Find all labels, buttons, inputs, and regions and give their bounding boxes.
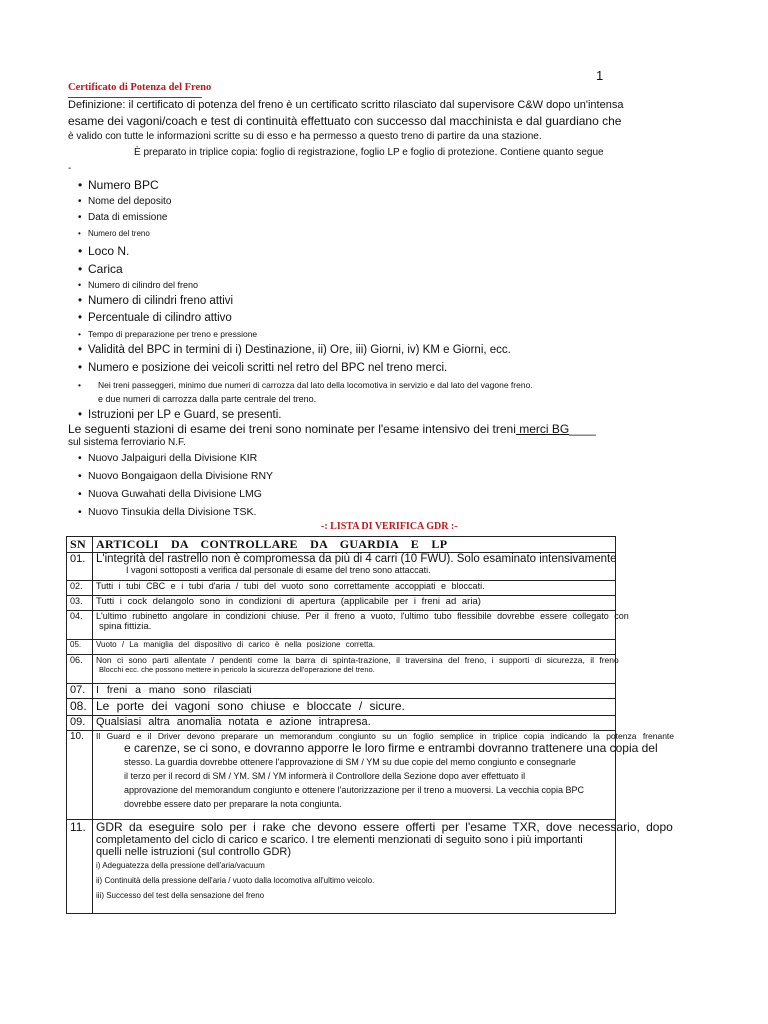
title-underline (68, 97, 202, 98)
bullet-icon: • (78, 344, 83, 357)
table-row (67, 655, 616, 684)
definition-line-1: Definizione: il certificato di potenza del freno è un certificato scritto rilasciato dal supervisore C&W dopo un'intensa (68, 99, 624, 111)
list-item: • Numero del treno (78, 229, 150, 238)
header-items: ARTICOLI DA CONTROLLARE DA GUARDIA E LP (93, 537, 616, 553)
bullet-icon: • (78, 488, 82, 500)
bullet-icon: • (78, 294, 83, 307)
row-text: Tutti i tubi CBC e i tubi d'aria / tubi del vuoto sono correttamente accoppiati e bloccati. (93, 581, 616, 596)
bullet-icon: • (78, 178, 83, 192)
list-item: • Tempo di preparazione per treno e pressione (78, 329, 258, 340)
list-item: • Data di emissione (78, 212, 168, 223)
bullet-icon: • (78, 196, 82, 207)
table-row (67, 716, 616, 731)
table-row (67, 684, 616, 699)
list-item: • Percentuale di cilindro attivo (78, 311, 232, 324)
bullet-icon: • (78, 244, 83, 258)
list-item: • Numero di cilindri freno attivi (78, 294, 234, 307)
bullet-icon: • (78, 229, 81, 238)
bullet-icon: • (78, 409, 83, 422)
row-sn: 03. (67, 596, 93, 611)
definition-dash: - (68, 163, 72, 174)
document-title: Certificato di Potenza del Freno (68, 82, 212, 93)
list-item: • Numero di cilindro del freno (78, 280, 199, 290)
contents-list (78, 176, 533, 425)
row-text: Non ci sono parti allentate / pendenti come la barra di spinta-trazione, il traversina del freno, i supporti di sicurezza, il freno Blocchi ecc. che possono mettere in pericolo la sicurezza dell'operazione del treno. (93, 655, 616, 684)
bullet-icon: • (78, 311, 83, 324)
table-row (67, 596, 616, 611)
list-item: • Nuovo Jalpaiguri della Divisione KIR (78, 452, 258, 464)
bullet-icon: • (78, 470, 82, 482)
definition-line-4: È preparato in triplice copia: foglio di registrazione, foglio LP e foglio di protezione. Contiene quanto segue (134, 147, 604, 158)
row-sn: 02. (67, 581, 93, 596)
table-row (67, 611, 616, 640)
list-item: • Nuova Guwahati della Divisione LMG (78, 488, 262, 500)
table-header-row (67, 537, 616, 553)
list-item: • Numero e posizione dei veicoli scritti nel retro del BPC nel treno merci. (78, 362, 448, 375)
bullet-icon: • (78, 506, 82, 518)
row-text: Qualsiasi altra anomalia notata e azione intrapresa. (93, 716, 616, 731)
table-row (67, 731, 616, 820)
checklist-table (66, 536, 675, 914)
table-row (67, 640, 616, 655)
stations-intro: Le seguenti stazioni di esame dei treni sono nominate per l'esame intensivo dei treni merci BG____ (68, 422, 596, 436)
row-text: L'integrità del rastrello non è compromessa da più di 4 carri (10 FWU). Solo esaminato intensivamente I vagoni sottoposti a verifica dal personale di esame del treno sono attaccati. (93, 553, 616, 581)
table-row (67, 553, 616, 581)
bullet-icon: • (78, 280, 82, 290)
row-sn: 01. (67, 553, 93, 581)
table-row (67, 581, 616, 596)
row-text: L'ultimo rubinetto angolare in condizioni chiuse. Per il freno a vuoto, l'ultimo tubo flessibile dovrebbe essere collegato con spina fittizia. (93, 611, 616, 640)
bullet-icon: • (78, 262, 83, 276)
bullet-icon: • (78, 212, 82, 223)
bullet-icon: • (78, 362, 83, 375)
list-item: • Carica (78, 262, 123, 276)
table-row (67, 699, 616, 716)
page-number: 1 (596, 68, 604, 83)
row-sn: 05. (67, 640, 93, 655)
row-text: Vuoto / La maniglia del dispositivo di carico è nella posizione corretta. (93, 640, 616, 655)
list-item: • Numero BPC (78, 178, 159, 192)
list-item: • Nuovo Bongaigaon della Divisione RNY (78, 470, 274, 482)
bullet-icon: • (78, 329, 81, 340)
stations-intro-line-2: sul sistema ferroviario N.F. (68, 437, 186, 448)
list-item: e due numeri di carrozza dalla parte centrale del treno. (98, 394, 317, 404)
row-text: Il Guard e il Driver devono preparare un memorandum congiunto su un foglio semplice in triplice copia indicando la potenza frenante e carenze, se ci sono, e dovranno apporre le loro firme e entrambi dovranno trattenere una copia del stesso. La guardia dovrebbe ottenere l'approvazione di SM / YM su due copie del memo congiunto e consegnarle il terzo per il record di SM / YM. SM / YM informerà il Controllore della Sezione dopo aver effettuato il approvazione del memorandum congiunto e ottenere l'autorizzazione per il treno a muoversi. La vecchia copia BPC dovrebbe essere dato per preparare la nota congiunta. (93, 731, 616, 820)
row-sn: 11. (67, 820, 93, 914)
row-text: Le porte dei vagoni sono chiuse e bloccate / sicure. (93, 699, 616, 716)
list-item: • Nuovo Tinsukia della Divisione TSK. (78, 506, 257, 518)
row-text: Tutti i cock delangolo sono in condizioni di apertura (applicabile per i freni ad aria) (93, 596, 616, 611)
list-item: • Loco N. (78, 244, 130, 258)
definition-line-3: è valido con tutte le informazioni scritte su di esso e ha permesso a questo treno di partire da una stazione. (68, 131, 542, 142)
row-sn: 04. (67, 611, 93, 640)
row-text: GDR da eseguire solo per i rake che devono essere offerti per l'esame TXR, dove necessario, dopo completamento del ciclo di carico e scarico. I tre elementi menzionati di seguito sono i più importanti quelli nelle istruzioni (sul controllo GDR) i) Adeguatezza della pressione dell'aria/vacuum ii) Continuità della pressione dell'aria / vuoto dalla locomotiva all'ultimo veicolo. iii) Successo del test della sensazione del freno (93, 820, 616, 914)
table-row (67, 820, 616, 914)
row-sn: 10. (67, 731, 93, 820)
header-sn: SN (67, 537, 93, 553)
bullet-icon: • (78, 452, 82, 464)
list-item: • Nei treni passeggeri, minimo due numeri di carrozza dal lato della locomotiva in servizio e dal lato del vagone freno. (78, 379, 533, 390)
list-item: • Istruzioni per LP e Guard, se presenti. (78, 409, 282, 422)
row-sn: 06. (67, 655, 93, 684)
checklist-title: -: LISTA DI VERIFICA GDR :- (321, 521, 458, 532)
row-text: I freni a mano sono rilasciati (93, 684, 616, 699)
list-item: • Nome del deposito (78, 196, 172, 207)
row-sn: 07. (67, 684, 93, 699)
definition-line-2: esame dei vagoni/coach e test di continuità effettuato con successo dal macchinista e dal guardiano che (68, 114, 622, 128)
stations-list (78, 449, 273, 521)
row-sn: 09. (67, 716, 93, 731)
bullet-icon: • (78, 379, 81, 390)
row-sn: 08. (67, 699, 93, 716)
list-item: • Validità del BPC in termini di i) Destinazione, ii) Ore, iii) Giorni, iv) KM e Giorni, ecc. (78, 344, 511, 357)
